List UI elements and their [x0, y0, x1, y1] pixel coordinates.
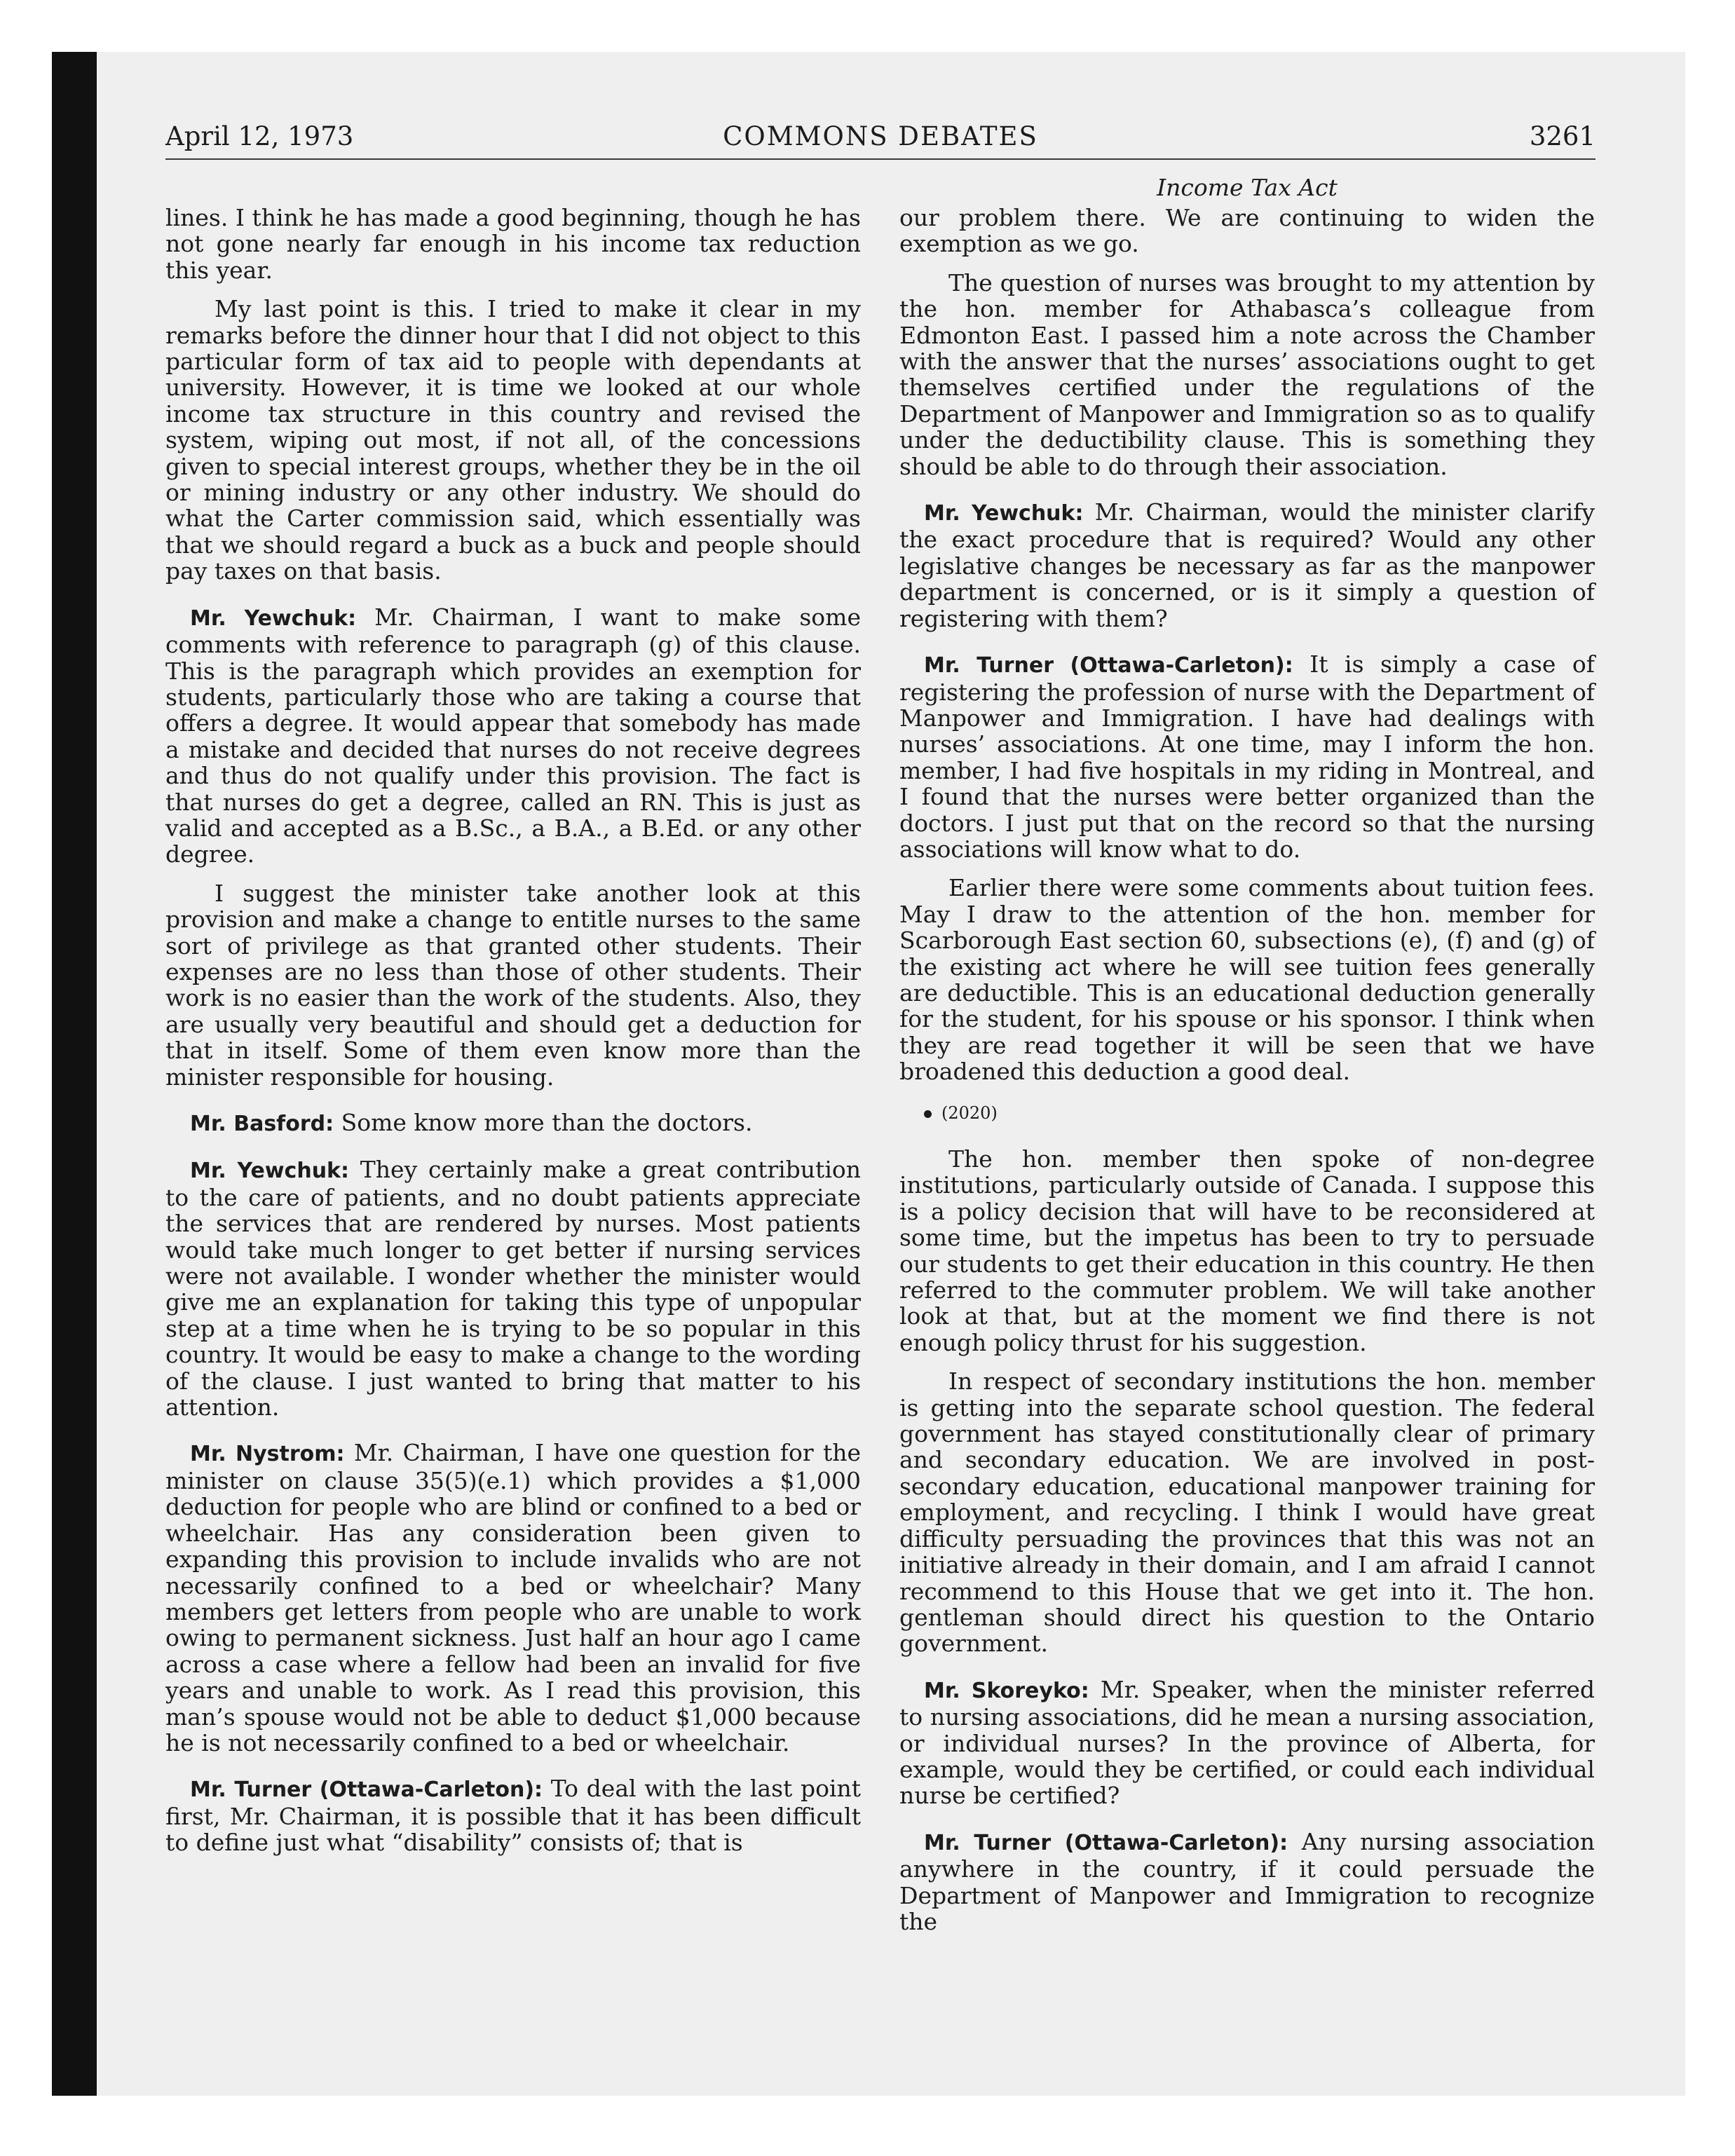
speaker-name: Mr. Yewchuk:	[924, 501, 1084, 526]
paragraph	[899, 1368, 1595, 1656]
paragraph-text: Mr. Speaker, when the minister referred to nursing associations, did he mean a nursing association, or individual nurses? In the province of Alberta, for example, would they be certified, or could each individual nurse be certified?	[899, 1675, 1595, 1810]
paragraph-text: My last point is this. I tried to make it clear in my remarks before the dinner hour that I did not object to this particular form of tax aid to people with dependants at university. However, it is time we looked at our whole income tax structure in this country and revised the system, wiping out most, if not all, of the concessions given to special interest groups, whether they be in the oil or mining industry or any other industry. We should do what the Carter commission said, which essentially was that we should regard a buck as a buck and people should pay taxes on that basis.	[165, 295, 861, 585]
paragraph-text: lines. I think he has made a good beginning, though he has not gone nearly far enough in his income tax reduction this year.	[165, 204, 861, 284]
paragraph-text: Mr. Chairman, I have one question for the minister on clause 35(5)(e.1) which provides a $1,000 deduction for people who are blind or confined to a bed or wheelchair. Has any consideration been given to expanding this provision to include invalids who are not necessarily confined to a bed or wheelchair? Many members get letters from people who are unable to work owing to permanent sickness. Just half an hour ago I came across a case where a fellow had been an invalid for five years and unable to work. As I read this provision, this man’s spouse would not be able to deduct $1,000 because he is not necessarily confined to a bed or wheelchair.	[165, 1439, 862, 1756]
paragraph	[165, 205, 861, 283]
paragraph-list	[165, 205, 861, 1856]
paragraph	[899, 1146, 1595, 1356]
paragraph	[165, 296, 861, 584]
speech-paragraph	[899, 1829, 1595, 1935]
right-column	[899, 205, 1595, 1947]
paragraph	[165, 880, 861, 1090]
speaker-name: Mr. Yewchuk:	[190, 606, 357, 631]
speech-paragraph	[899, 651, 1595, 862]
paragraph-list	[899, 205, 1595, 1085]
speaker-name: Mr. Nystrom:	[190, 1442, 345, 1467]
paragraph-text: our problem there. We are continuing to widen the exemption as we go.	[899, 204, 1595, 258]
page-header	[165, 118, 1595, 160]
speech-paragraph	[899, 499, 1595, 632]
paragraph-text: They certainly make a great contribution to the care of patients, and no doubt patients appreciate the services that are rendered by nurses. Most patients would take much longer to get better if nursing services were not available. I wonder whether the minister would give me an explanation for taking this type of unpopular step at a time when he is trying to be so popular in this country. It would be easy to make a change to the wording of the clause. I just wanted to bring that matter to his attention.	[165, 1156, 861, 1421]
speaker-name: Mr. Basford:	[190, 1112, 334, 1136]
paragraph	[899, 875, 1595, 1084]
paragraph-text: In respect of secondary institutions the hon. member is getting into the separate school question. The federal government has stayed constitutionally clear of primary and secondary education. We are involved in post-secondary education, educational manpower training for employment, and recycling. I think I would have great difficulty persuading the provinces that this was not an initiative already in their domain, and I am afraid I cannot recommend to this House that we get into it. The hon. gentleman should direct his question to the Ontario government.	[899, 1367, 1595, 1658]
paragraph-list	[899, 1146, 1595, 1935]
paragraph-text: Mr. Chairman, would the minister clarify the exact procedure that is required? Would any other legislative changes be necessary as far as the manpower department is concerned, or is it simply a question of registering with them?	[899, 498, 1595, 632]
speaker-name: Mr. Turner (Ottawa-Carleton):	[924, 653, 1293, 678]
paragraph-text: Mr. Chairman, I want to make some comments with reference to paragraph (g) of this clause. This is the paragraph which provides an exemption for students, particularly those who are taking a course that offers a degree. It would appear that somebody has made a mistake and decided that nurses do not receive degrees and thus do not qualify under this provision. The fact is that nurses do get a degree, called an RN. This is just as valid and accepted as a B.Sc., a B.A., a B.Ed. or any other degree.	[165, 603, 861, 868]
speech-paragraph	[165, 604, 861, 868]
scan-edge-bar	[52, 52, 97, 2096]
speaker-name: Mr. Turner (Ottawa-Carleton):	[924, 1830, 1288, 1855]
header-title: COMMONS DEBATES	[723, 121, 1038, 151]
time-marker-text: (2020)	[941, 1103, 998, 1123]
speech-paragraph	[165, 1440, 861, 1756]
speech-paragraph	[899, 1677, 1595, 1809]
header-date: April 12, 1973	[165, 121, 354, 151]
left-column	[165, 205, 861, 1869]
paragraph-text: I suggest the minister take another look at this provision and make a change to entitle nurses to the same sort of privilege as that granted other students. Their expenses are no less than those of other students. Their work is no easier than the work of the students. Also, they are usually very beautiful and should get a deduction for that in itself. Some of them even know more than the minister responsible for housing.	[165, 879, 861, 1091]
speaker-name: Mr. Turner (Ottawa-Carleton):	[190, 1778, 543, 1803]
paragraph-text: It is simply a case of registering the profession of nurse with the Department of Manpower and Immigration. I have had dealings with nurses’ associations. At one time, may I inform the hon. member, I had five hospitals in my riding in Montreal, and I found that the nurses were better organized than the doctors. I just put that on the record so that the nursing associations will know what to do.	[899, 650, 1595, 863]
speech-paragraph	[165, 1110, 861, 1137]
paragraph-text: Any nursing association anywhere in the country, if it could persuade the Department of Manpower and Immigration to recognize the	[899, 1827, 1595, 1935]
speaker-name: Mr. Skoreyko:	[924, 1678, 1089, 1703]
speech-paragraph	[165, 1775, 861, 1855]
paragraph-text: To deal with the last point first, Mr. Chairman, it is possible that it has been difficult to define just what “disability” consists of; that is	[165, 1775, 862, 1857]
paragraph-text: The question of nurses was brought to my attention by the hon. member for Athabasca’s colleague from Edmonton East. I passed him a note across the Chamber with the answer that the nurses’ associations ought to get themselves certified under the regulations of the Department of Manpower and Immigration so as to qualify under the deductibility clause. This is something they should be able to do through their association.	[899, 268, 1595, 480]
time-marker	[924, 1100, 1595, 1126]
paragraph	[899, 270, 1595, 479]
paragraph-text: Some know more than the doctors.	[334, 1109, 753, 1136]
paragraph	[899, 205, 1595, 257]
speech-paragraph	[165, 1157, 861, 1420]
paragraph-text: Earlier there were some comments about tuition fees. May I draw to the attention of the hon. member for Scarborough East section 60, subsections (e), (f) and (g) of the existing act where he will see tuition fees generally are deductible. This is an educational deduction generally for the student, for his spouse or his sponsor. I think when they are read together it will be seen that we have broadened this deduction a good deal.	[899, 874, 1595, 1086]
header-page-number: 3261	[1529, 121, 1595, 151]
paragraph-text: The hon. member then spoke of non-degree institutions, particularly outside of Canada. I suppose this is a policy decision that will have to be reconsidered at some time, but the impetus has been to try to persuade our students to get their education in this country. He then referred to the commuter problem. We will take another look at that, but at the moment we find there is not enough policy thrust for his suggestion.	[899, 1145, 1595, 1356]
section-subheading: Income Tax Act	[1157, 174, 1338, 201]
speaker-name: Mr. Yewchuk:	[190, 1159, 349, 1184]
bullet-icon	[924, 1110, 932, 1118]
